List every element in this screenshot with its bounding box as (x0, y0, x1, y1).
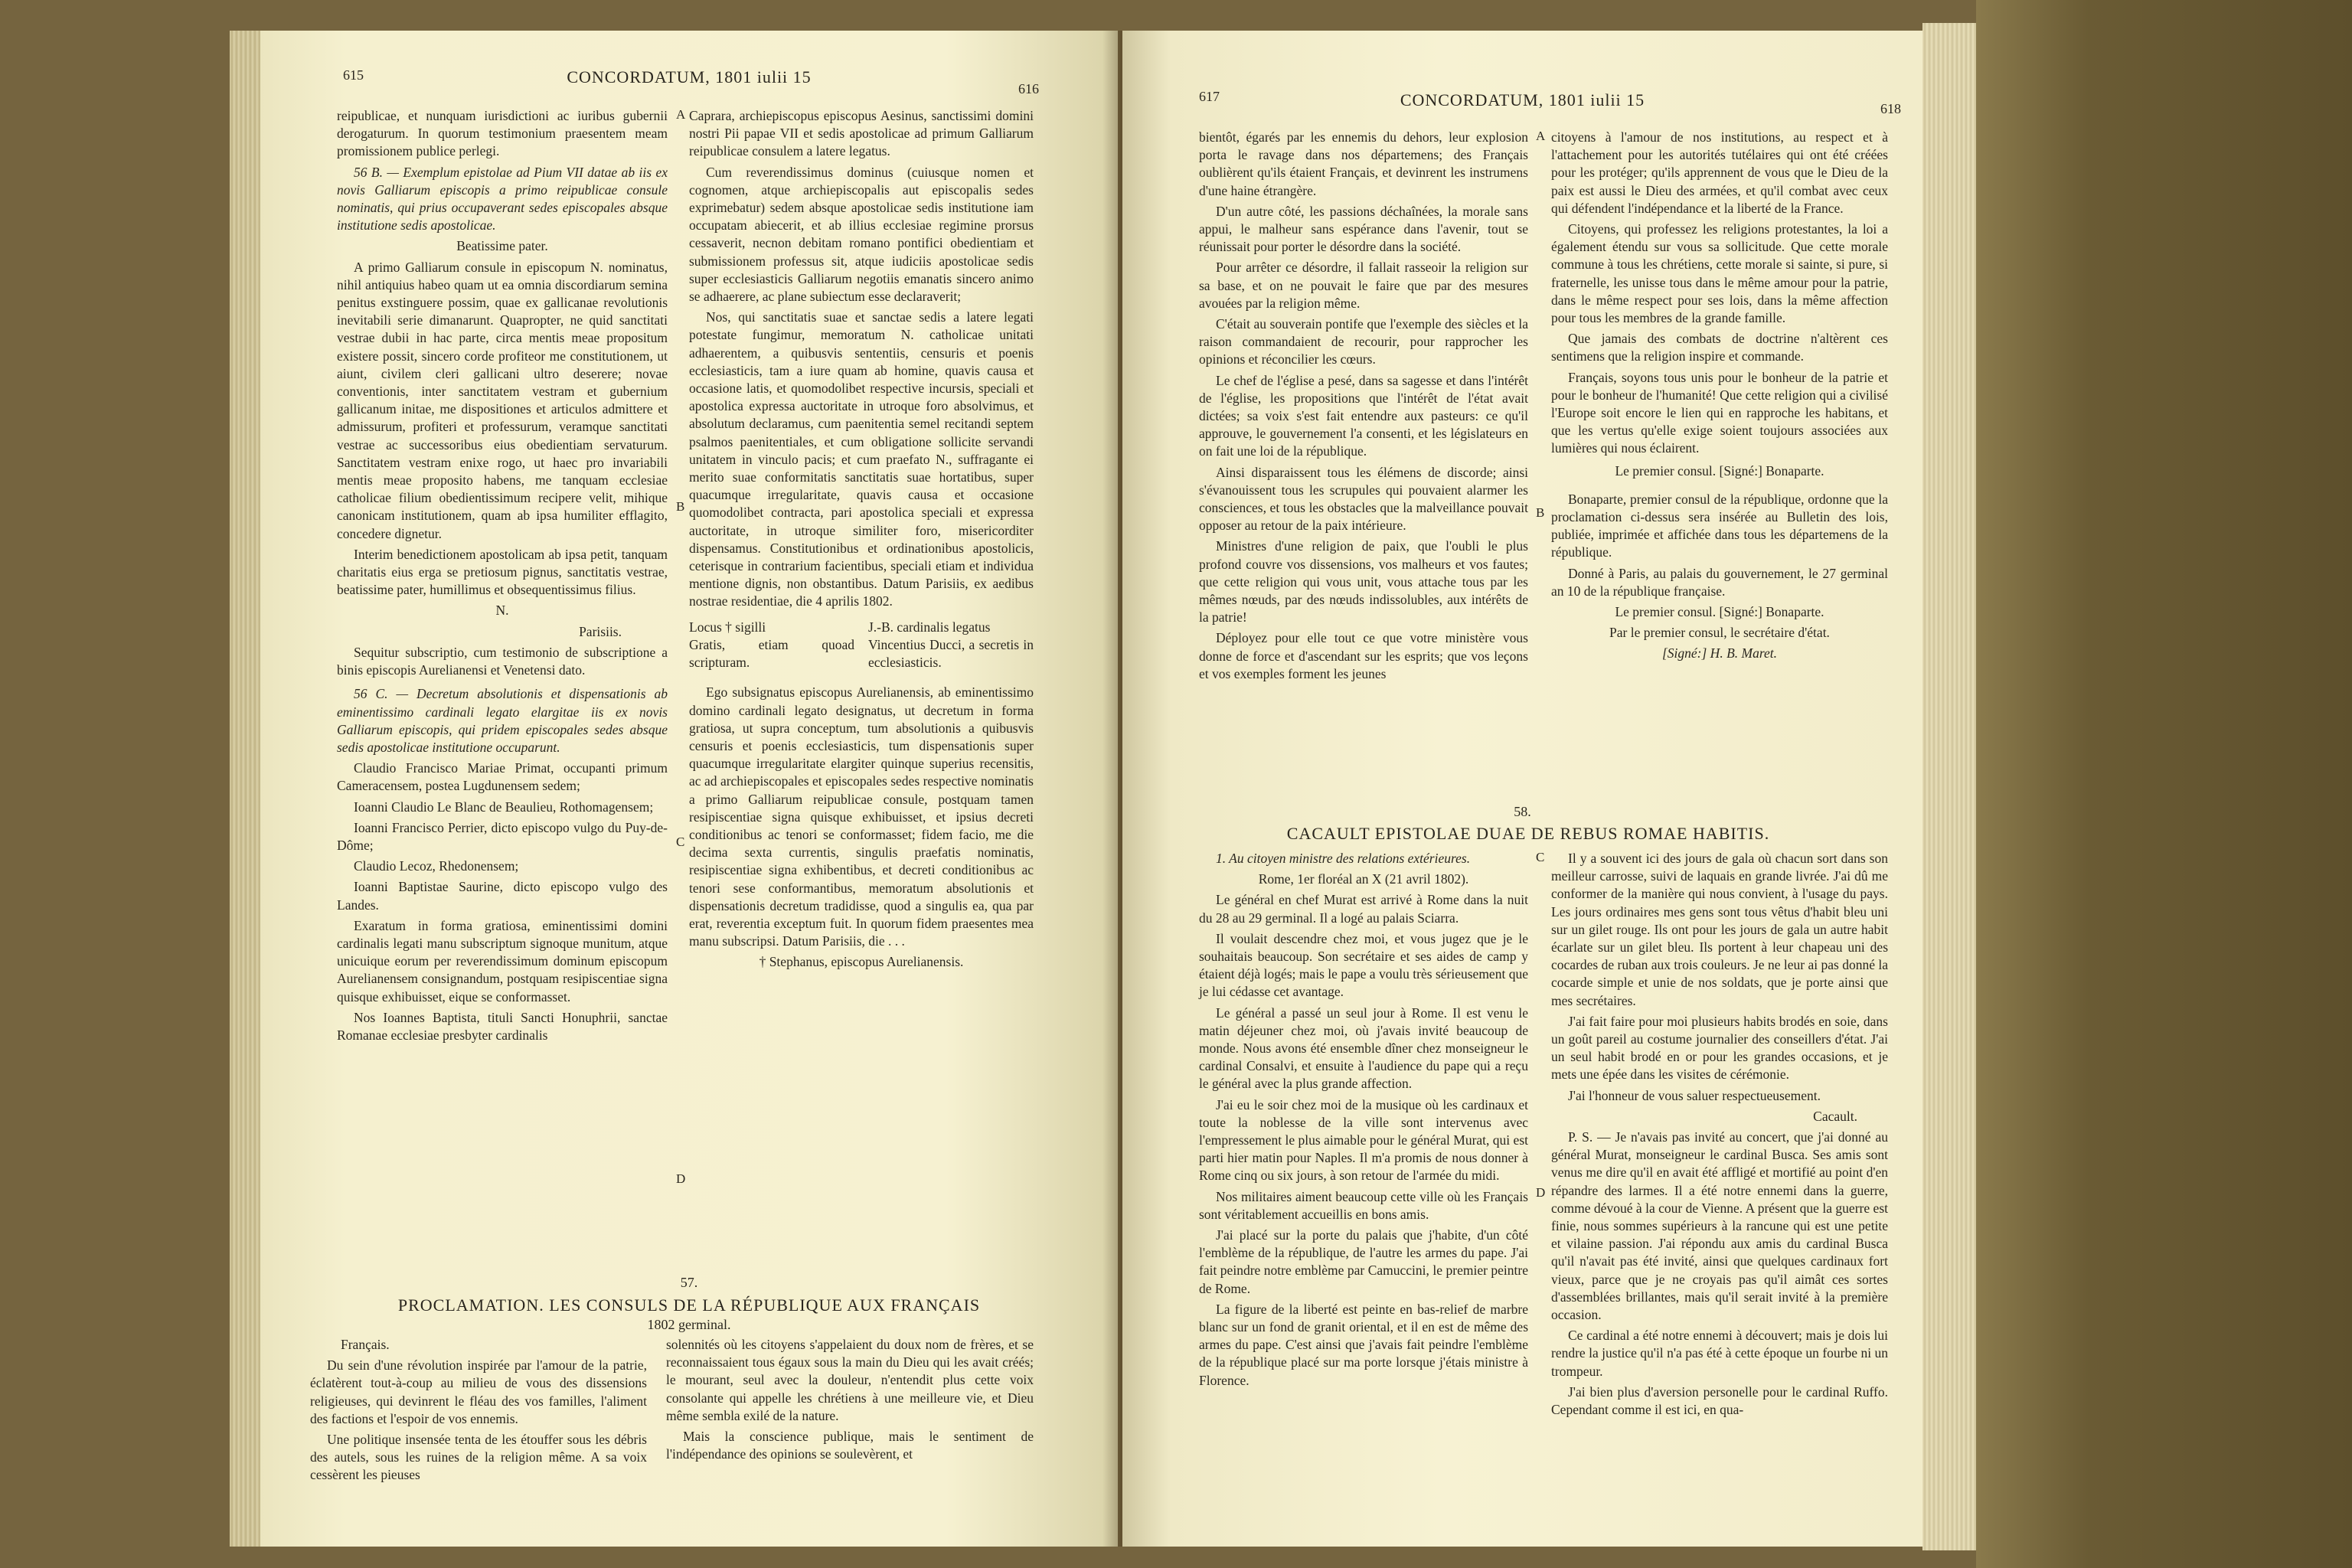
left-page-edges (230, 31, 260, 1547)
right-page-edges (1922, 23, 1976, 1550)
bishop-signature: † Stephanus, episcopus Aurelianensis. (759, 954, 964, 970)
page-number-617: 617 (1199, 89, 1220, 104)
proclamation-column-1 (310, 1336, 647, 1488)
paragraph: Ego subsignatus episcopus Aurelianensis, ab eminentissimo domino cardinali legato designatus, ut decretum in forma gratiosa, ut supra conceptum, tum absolutionis a quibusvis censuris et poenis ecclesiasticis, tum dispensationis super quacumque irregularitate elargiter quinque superius recensitis, ac ad archiepiscopales et episcopales sedes respective nominatis a primo Galliarum reipublicae consule, postquam tamen resipiscentiae signa quisque exhibuisset, et ipsius decreti conditionibus ac tenori se conformasset; fidem facio, me die decima sexta currentis, singulis praefatis nominatis, resipiscentiae signa exhibentibus, et decreti conditionibus ac tenori sese conformantibus, memoratum absolutionis et dispensationis decretum tradidisse, quod a singulis ea, qua par erat, reverentia exceptum fuit. In quorum fidem praesentes mea manu subscripsi. Datum Parisiis, die . . . (689, 684, 1034, 949)
cacault-signature: Cacault. (1813, 1108, 1857, 1124)
paragraph: Nos militaires aiment beaucoup cette ville où les Français sont véritablement accueillis en bons amis. (1199, 1188, 1528, 1222)
proclamation-column-2 (666, 1336, 1034, 1466)
left-column-2 (689, 107, 1034, 975)
paragraph: Pour arrêter ce désordre, il fallait rasseoir la religion sur sa base, et on ne pouvait le faire que par des mesures avouées par la religion même. (1199, 260, 1528, 311)
right-column-2 (1551, 129, 1888, 666)
margin-marker-c: C (676, 835, 685, 849)
signature-block (689, 619, 1034, 672)
paragraph: J'ai fait faire pour moi plusieurs habits brodés en soie, dans un goût pareil au costume journalier des conseillers d'état. J'ai un seul habit brodé en or pour les grandes occasions, et je mets une épée dans les visites de cérémonie. (1551, 1013, 1888, 1083)
paragraph: J'ai l'honneur de vous saluer respectueusement. (1568, 1087, 1821, 1103)
right-column-1 (1199, 129, 1528, 686)
paragraph: Interim benedictionem apostolicam ab ipsa petit, tanquam charitatis eius erga se pretiosum pignus, sanctitatis vestrae, beatissime pater, humillimus et obsequentissimus filius. (337, 546, 668, 598)
paragraph: Bonaparte, premier consul de la république, ordonne que la proclamation ci-dessus sera insérée au Bulletin des lois, publiée, imprimée et affichée dans tous les départemens de la république. (1551, 491, 1888, 560)
signature-left (689, 619, 854, 672)
letter-date: Rome, 1er floréal an X (21 avril 1802). (1258, 871, 1469, 887)
paragraph: Exaratum in forma gratiosa, eminentissimi domini cardinalis legati manu subscriptum signoque munitum, atque unicuique eorum per reverendissimum dominum episcopum Aurelianensem consignandum, postquam resipiscentiae signa quisque exhibuisset, eique se conformasset. (337, 917, 668, 1004)
paragraph: Mais la conscience publique, mais le sentiment de l'indépendance des opinions se soulevèrent, et (666, 1429, 1034, 1462)
list-item: Claudio Francisco Mariae Primat, occupanti primum Cameracensem, postea Lugdunensem sedem; (337, 760, 668, 794)
paragraph: Le chef de l'église a pesé, dans sa sagesse et dans l'intérêt de l'église, les propositions que l'intérêt de l'état avait dictées; sa voix s'est fait entendre aux pasteurs: ce qu'il approuve, le gouvernement l'a consenti, et les législateurs en on fait une loi de la république. (1199, 372, 1528, 459)
document-heading-56b: 56 B. — Exemplum epistolae ad Pium VII datae ab iis ex novis Galliarum episcopis a primo reipublicae consule nominatis, qui prius occupaverant sedes episcopales absque institutione sedis apostolicae. (337, 164, 668, 234)
consul-signature: Le premier consul. [Signé:] Bonaparte. (1615, 462, 1824, 479)
section-date-57: 1802 germinal. (647, 1317, 731, 1332)
paragraph: reipublicae, et nunquam iurisdictioni ac iuribus gubernii derogaturum. In quorum testimonium praesentem meam promissionem publice perlegi. (337, 108, 668, 159)
paragraph: Du sein d'une révolution inspirée par l'amour de la patrie, éclatèrent tout-à-coup au milieu de vous des dissensions religieuses, qui devinrent le fléau des vos familles, l'aliment des factions et l'espoir de vos ennemis. (310, 1357, 647, 1426)
left-column-1 (337, 107, 668, 1047)
margin-marker-c: C (1536, 850, 1545, 864)
paragraph: citoyens à l'amour de nos institutions, au respect et à l'attachement pour les autorités tutélaires qui ont été créées pour les protéger; qu'ils apprennent de vous que le Dieu de la paix est aussi le Dieu des armées, et qu'il combat avec ceux qui défendent l'indépendance et la liberté de la France. (1551, 129, 1888, 216)
section-title-58: CACAULT EPISTOLAE DUAE DE REBUS ROMAE HABITIS. (1286, 824, 1770, 843)
seal-note: Locus † sigilli (689, 619, 766, 635)
letter-address: 1. Au citoyen ministre des relations extérieures. (1216, 851, 1471, 866)
paragraph: bientôt, égarés par les ennemis du dehors, leur explosion porta le ravage dans nos départemens; des Français oublièrent qu'ils étaient Français, et devinrent les instrumens d'une haine étrangère. (1199, 129, 1528, 198)
paragraph: C'était au souverain pontife que l'exemple des siècles et la raison commandaient de recourir, pour rapprocher les opinions et réconcilier les cœurs. (1199, 316, 1528, 368)
paragraph: Le général en chef Murat est arrivé à Rome dans la nuit du 28 au 29 germinal. Il a logé au palais Sciarra. (1199, 892, 1528, 926)
salutation: Français. (341, 1337, 390, 1352)
paragraph: Ainsi disparaissent tous les élémens de discorde; ainsi s'évanouissent tous les scrupules qui pouvaient alarmer les consciences, et tous les obstacles que la malveillance pouvait opposer au retour de la paix intérieure. (1199, 464, 1528, 534)
paragraph: Le général a passé un seul jour à Rome. Il est venu le matin déjeuner chez moi, où j'avais invité beaucoup de monde. Nous avons été ensemble dîner chez monseigneur le cardinal Consalvi, et ensuite à l'audience du pape qui a reçu le général avec la plus grande affection. (1199, 1004, 1528, 1092)
paragraph: Déployez pour elle tout ce que votre ministère vous donne de force et d'ascendant sur les esprits; que vos leçons et vos exemples forment les jeunes (1199, 630, 1528, 681)
signature-right (868, 619, 1034, 672)
paragraph: Ce cardinal a été notre ennemi à découvert; mais je dois lui rendre la justice qu'il n'a pas été à cette époque un fourbe ni un trompeur. (1551, 1328, 1888, 1379)
list-item: Ioanni Baptistae Saurine, dicto episcopo vulgo des Landes. (337, 879, 668, 913)
section-number-58: 58. (1514, 804, 1531, 819)
paragraph: solennités où les citoyens s'appelaient du doux nom de frères, et se reconnaissaient tous égaux sous la main du Dieu qui les avait créés; le mourant, seul avec la douleur, n'entendit plus cette voix consolante qui appelle les chrétiens à une meilleure vie, et Dieu même sembla exilé de la nature. (666, 1337, 1034, 1423)
paragraph: Ministres d'une religion de paix, que l'oubli le plus profond couvre vos dissensions, vos malheurs et vos fautes; que cette religion qui vous unit, vous attache tous par les mêmes nœuds, par des nœuds indissolubles, aux intérêts de la patrie! (1199, 538, 1528, 626)
paragraph: Citoyens, qui professez les religions protestantes, la loi a également étendu sur vous sa sollicitude. Que cette morale commune à tous les chrétiens, cette morale si sainte, si pure, si fraternelle, les unisse tous dans le même amour pour la patrie, dans le même respect pour ses lois, dans la même affection pour tous les membres de la grande famille. (1551, 221, 1888, 326)
section-number-57: 57. (680, 1275, 698, 1290)
page-number-615: 615 (343, 67, 364, 83)
paragraph: Sequitur subscriptio, cum testimonio de subscriptione a binis episcopis Aurelianensi et Venetensi dato. (337, 644, 668, 678)
paragraph: Cum reverendissimus dominus (cuiusque nomen et cognomen, atque archiepiscopalis aut episcopalis sedes exprimebatur) sedem absque apostolicae sedis institutione iam occupatam abiecerit, et ab illius ecclesiae regimine prorsus cessaverit, necnon debitam romano pontifici obedientiam et submissionem professus sit, atque iudiciis apostolicae sedis super ecclesiasticis Galliarum negotiis emanatis sincero animo se adhaerere, ac plane subiectum esse declaraverit; (689, 164, 1034, 305)
list-item: Ioanni Claudio Le Blanc de Beaulieu, Rothomagensem; (354, 799, 654, 815)
paragraph: La figure de la liberté est peinte en bas-relief de marbre blanc sur un fond de granit oriental, et il en est de même des armes du pape. C'est ainsi que j'avais fait peindre l'emblème de la république placé sur ma porte lorsque j'étais ministre à Florence. (1199, 1301, 1528, 1388)
letter-column-1 (1199, 850, 1528, 1393)
place: Parisiis. (579, 623, 622, 639)
paragraph: Nos, qui sanctitatis suae et sanctae sedis a latere legati potestate fungimur, memoratum N. catholicae unitati adhaerentem, a quibusvis sententiis, censuris et poenis ecclesiasticis, tam a iure quam ab homine, quavis causa et occasione latis, et quomodolibet respective incursis, speciali et apostolica expressa auctoritate in utroque foro absolvimus, et absolutum declaramus, cum paenitentia semel recitandi septem psalmos paenitentiales, et cum obligatione sollicite servandi unitatem in vinculo pacis; et cum praefato N., suffragante ei merito suae conformitatis sanctitatis suae hortatibus, super quacumque irregularitate, quavis causa et occasione quomodolibet contracta, pari apostolica speciali et expressa auctoritate, in utroque similiter foro, misericorditer dispensamus. Constitutionibus et ordinationibus apostolicis, ceterisque in contrarium facientibus, speciali etiam et individua mentione dignis, non obstantibus. Datum Parisiis, ex aedibus nostrae residentiae, die 4 aprilis 1802. (689, 309, 1034, 609)
page-number-618: 618 (1880, 101, 1901, 116)
list-item: Claudio Lecoz, Rhedonensem; (354, 858, 519, 874)
running-head-right: CONCORDATUM, 1801 iulii 15 (1400, 90, 1645, 109)
paragraph: Il voulait descendre chez moi, et vous jugez que je le souhaitais beaucoup. Son secrétaire et ses aides de camp y étaient déjà logés; mais le pape a voulu très sérieusement que je lui cédasse cet avantage. (1199, 930, 1528, 1000)
paragraph: Français, soyons tous unis pour le bonheur de la patrie et pour le bonheur de l'humanité! Que cette religion qui a civilisé l'Europe soit encore le lien qui en rapproche les habitans, et que les vertus qu'elle exige soient toujours associées aux lumières qui nous éclairent. (1551, 369, 1888, 456)
margin-marker-b: B (1536, 505, 1545, 520)
margin-marker-a: A (676, 107, 686, 122)
salutation: Beatissime pater. (456, 238, 548, 254)
secretary-line: Par le premier consul, le secrétaire d'état. (1609, 625, 1830, 641)
paragraph: Que jamais des combats de doctrine n'altèrent ces sentimens que la religion inspire et commande. (1551, 331, 1888, 364)
section-title-57: PROCLAMATION. LES CONSULS DE LA RÉPUBLIQUE AUX FRANÇAIS (397, 1295, 981, 1315)
secretary-signature: Vincentius Ducci, a secretis in ecclesiasticis. (868, 636, 1034, 671)
signature-initial: N. (495, 603, 509, 619)
paragraph: Nos Ioannes Baptista, tituli Sancti Honuphrii, sanctae Romanae ecclesiae presbyter cardinalis (337, 1009, 668, 1043)
paragraph: A primo Galliarum consule in episcopum N. nominatus, nihil antiquius habeo quam ut ea omnia discordiarum semina penitus exstinguere possim, quae ex gallicanae revolutionis inevitabili serie dimanarunt. Quapropter, ne quid sanctitati vestrae dubii in hac parte, circa mentis meae propositum existere possit, sincero corde profiteor me constitutionem, ut aiunt, civilem cleri gallicani ultro deserere; novae conventionis, inter sanctitatem vestram et gubernium gallicanum initae, me dispositiones et articulos admittere et admissurum, profiteri et professurum, veramque sanctitati vestrae ac successoribus eius obedientiam servaturum. Sanctitatem vestram enixe rogo, ut haec pro invariabili mentis meae proposito habens, me tanquam ecclesiae catholicae filium obedientissimum recipere velit, mihique canonicam institutionem, quam ab ipsa humiliter efflagito, concedere dignetur. (337, 259, 668, 541)
paragraph: P. S. — Je n'avais pas invité au concert, que j'ai donné au général Murat, monseigneur le cardinal Busca. Ses amis sont venus me dire qu'il en avait été affligé et mortifié au point d'en répandre des larmes. Il a été notre ennemi dans la guerre, comme dévoué à la cour de Vienne. A présent que la guerre est finie, nous sommes supérieurs à la rancune qui est une petite et vilaine passion. J'ai répondu aux amis du cardinal Busca qu'il n'avait pas été invité, ainsi que quelques cardinaux fort vieux, parce que je ne croyais pas qu'il aimât ces sortes d'assemblées brillantes, mais qu'il serait invité à la première occasion. (1551, 1129, 1888, 1323)
running-head-left: CONCORDATUM, 1801 iulii 15 (567, 67, 812, 87)
paragraph: Une politique insensée tenta de les étouffer sous les débris des autels, sous les ruines de la religion même. A sa voix cessèrent les pieuses (310, 1432, 647, 1483)
paragraph: D'un autre côté, les passions déchaînées, la morale sans appui, le malheur sans espérance dans l'avenir, tout se réunissait pour porter le désordre dans la société. (1199, 203, 1528, 255)
paragraph: Donné à Paris, au palais du gouvernement, le 27 germinal an 10 de la république française. (1551, 565, 1888, 599)
paragraph: Il y a souvent ici des jours de gala où chacun sort dans son meilleur carrosse, suivi de laquais en grande livrée. J'ai dû me conformer de la manière qui nous convient, à l'usage du pays. Les jours ordinaires mes gens sont tous vêtus d'habit bleu uni sur un gilet rouge. Ils ont pour les jours de gala un autre habit écarlate sur un gilet bleu. Ils portent à leur chapeau uni des cocardes de ruban aux trois couleurs. Je ne leur ai pas donné la cocarde simple et unie de nos soldats, que je porte ainsi que mes secrétaires. (1551, 851, 1888, 1008)
margin-marker-a: A (1536, 129, 1546, 143)
letter-column-2 (1551, 850, 1888, 1422)
gratis-note: Gratis, etiam quoad scripturam. (689, 636, 854, 671)
list-item: Ioanni Francisco Perrier, dicto episcopo vulgo du Puy-de-Dôme; (337, 819, 668, 853)
right-page (1122, 31, 1922, 1547)
left-page (260, 31, 1118, 1547)
margin-marker-d: D (676, 1171, 686, 1186)
page-number-616: 616 (1018, 81, 1039, 96)
consul-signature: Le premier consul. [Signé:] Bonaparte. (1615, 604, 1824, 620)
margin-marker-b: B (676, 499, 685, 514)
margin-marker-d: D (1536, 1185, 1546, 1200)
paragraph: J'ai placé sur la porte du palais que j'habite, d'un côté l'emblème de la république, de l'autre les armes du pape. J'ai fait peindre notre emblème par Camuccini, le premier peintre de Rome. (1199, 1227, 1528, 1296)
paragraph: Caprara, archiepiscopus episcopus Aesinus, sanctissimi domini nostri Pii papae VII et sedis apostolicae ad primum Galliarum reipublicae consulem a latere legatus. (689, 108, 1034, 159)
paragraph: J'ai bien plus d'aversion personelle pour le cardinal Ruffo. Cependant comme il est ici, en qua- (1551, 1383, 1888, 1418)
paragraph: J'ai eu le soir chez moi de la musique où les cardinaux et toute la noblesse de la ville sont intervenus avec l'empressement le plus aimable pour le général Murat, qui est parti hier matin pour Naples. Il m'a promis de nous donner à Rome cinq ou six jours, à son retour de l'armée du midi. (1199, 1096, 1528, 1184)
document-heading-56c: 56 C. — Decretum absolutionis et dispensationis ab eminentissimo cardinali legato elargitae iis ex novis Galliarum episcopis, qui pridem episcopales sedes absque sedis apostolicae institutione occuparunt. (337, 686, 668, 755)
maret-signature: [Signé:] H. B. Maret. (1661, 645, 1778, 662)
book-cover (1976, 0, 2352, 1568)
legate-signature: J.-B. cardinalis legatus (868, 619, 991, 635)
